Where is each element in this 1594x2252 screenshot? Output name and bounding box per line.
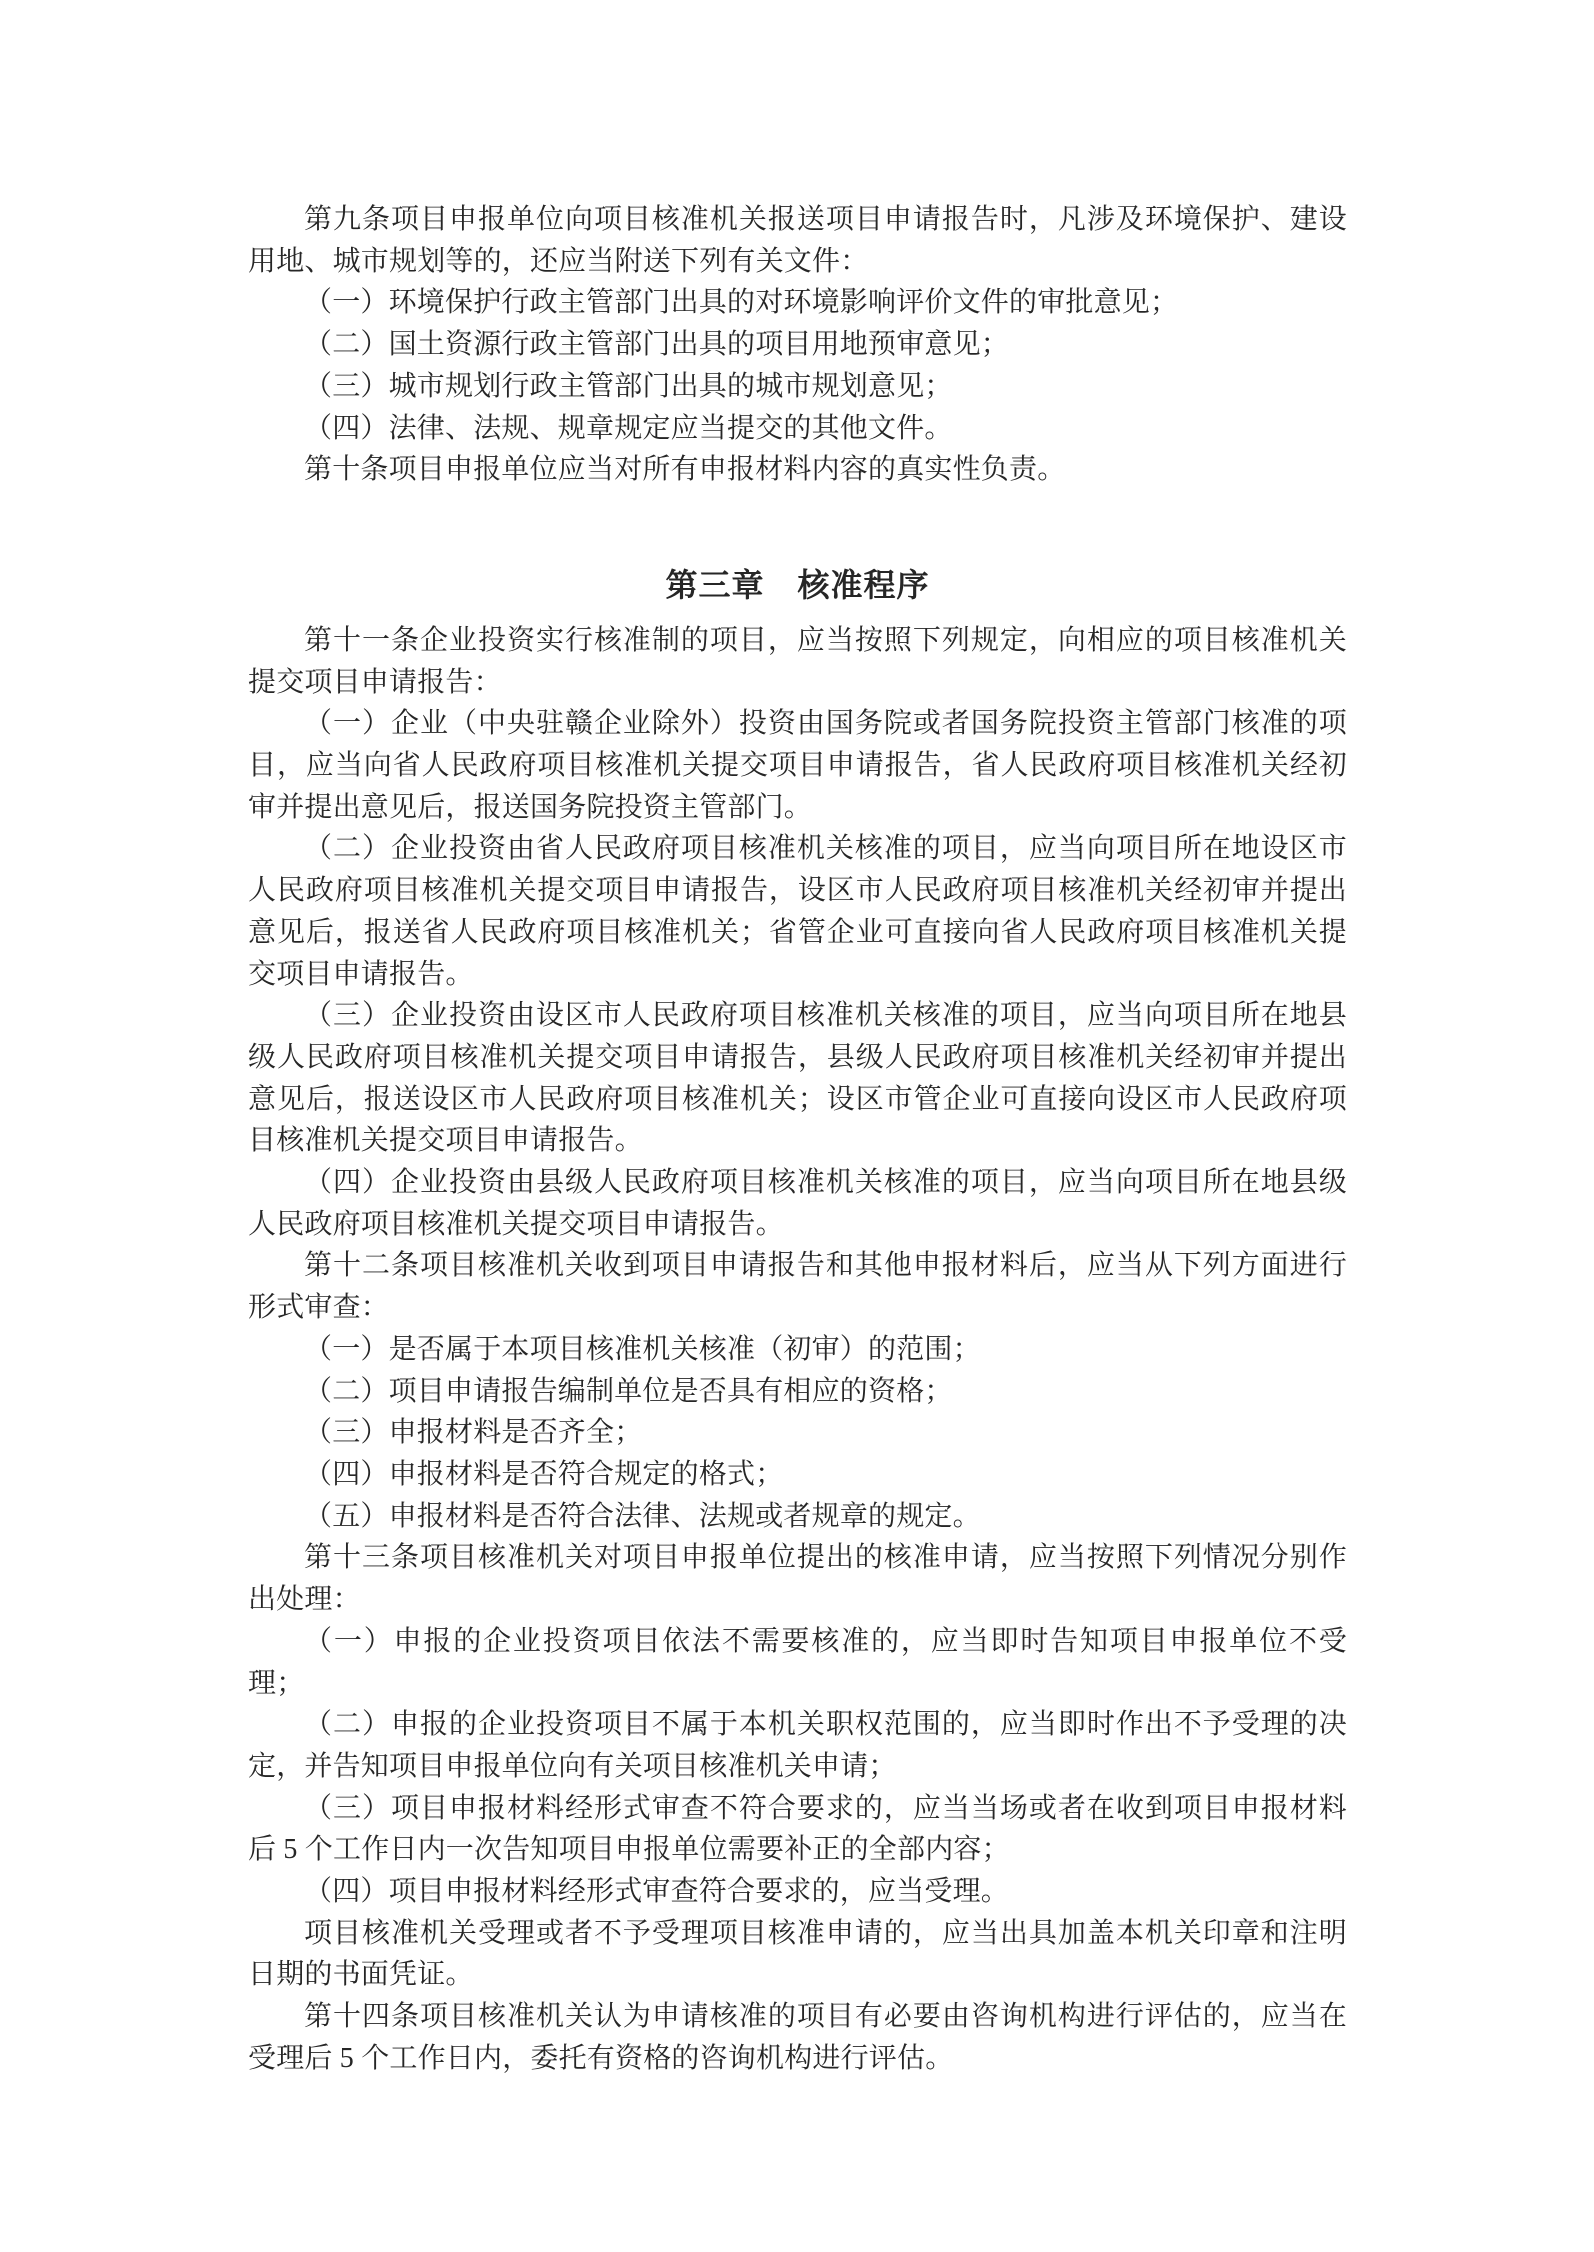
- paragraph: （五）申报材料是否符合法律、法规或者规章的规定。: [304, 1500, 981, 1532]
- paragraph: （二）企业投资由省人民政府项目核准机关核准的项目，应当向项目所在地设区市人民政府项目核准机关提交项目申请报告，设区市人民政府项目核准机关经初审并提出意见后，报送省人民政府项目核准机关；省管企业可直接向省人民政府项目核准机关提交项目申请报告。: [248, 833, 1347, 990]
- paragraph: （一）申报的企业投资项目依法不需要核准的，应当即时告知项目申报单位不受理；: [248, 1625, 1347, 1699]
- paragraph: 第十二条项目核准机关收到项目申请报告和其他申报材料后，应当从下列方面进行形式审查：: [248, 1250, 1347, 1324]
- paragraph: （三）申报材料是否齐全；: [304, 1417, 643, 1449]
- chapter-heading: 第三章 核准程序: [665, 566, 930, 603]
- paragraph: 第十四条项目核准机关认为申请核准的项目有必要由咨询机构进行评估的，应当在受理后 5 个工作日内，委托有资格的咨询机构进行评估。: [248, 2001, 1347, 2074]
- paragraph: （四）项目申报材料经形式审查符合要求的，应当受理。: [304, 1876, 1010, 1908]
- paragraph: （三）企业投资由设区市人民政府项目核准机关核准的项目，应当向项目所在地县级人民政府项目核准机关提交项目申请报告，县级人民政府项目核准机关经初审并提出意见后，报送设区市人民政府项目核准机关；设区市管企业可直接向设区市人民政府项目核准机关提交项目申请报告。: [248, 1000, 1347, 1157]
- paragraph: 第十三条项目核准机关对项目申报单位提出的核准申请，应当按照下列情况分别作出处理：: [248, 1542, 1347, 1616]
- paragraph: （一）企业（中央驻赣企业除外）投资由国务院或者国务院投资主管部门核准的项目，应当向省人民政府项目核准机关提交项目申请报告，省人民政府项目核准机关经初审并提出意见后，报送国务院投资主管部门。: [248, 708, 1347, 823]
- paragraph: （二）申报的企业投资项目不属于本机关职权范围的，应当即时作出不予受理的决定，并告知项目申报单位向有关项目核准机关申请；: [248, 1709, 1347, 1782]
- paragraph: （二）国土资源行政主管部门出具的项目用地预审意见；: [304, 329, 1010, 361]
- paragraph: 第九条项目申报单位向项目核准机关报送项目申请报告时，凡涉及环境保护、建设用地、城市规划等的，还应当附送下列有关文件：: [248, 204, 1347, 277]
- paragraph: （四）法律、法规、规章规定应当提交的其他文件。: [304, 412, 953, 444]
- paragraph: （三）城市规划行政主管部门出具的城市规划意见；: [304, 370, 953, 402]
- paragraph: （一）是否属于本项目核准机关核准（初审）的范围；: [304, 1333, 981, 1365]
- paragraph: （一）环境保护行政主管部门出具的对环境影响评价文件的审批意见；: [304, 287, 1179, 319]
- document-body: [248, 199, 1347, 2080]
- paragraph: 项目核准机关受理或者不予受理项目核准申请的，应当出具加盖本机关印章和注明日期的书面凭证。: [248, 1917, 1347, 1991]
- paragraph: （二）项目申请报告编制单位是否具有相应的资格；: [304, 1375, 953, 1407]
- paragraph: 第十条项目申报单位应当对所有申报材料内容的真实性负责。: [304, 454, 1066, 486]
- paragraph: （三）项目申报材料经形式审查不符合要求的，应当当场或者在收到项目申报材料后 5 个工作日内一次告知项目申报单位需要补正的全部内容；: [248, 1792, 1347, 1866]
- paragraph: （四）企业投资由县级人民政府项目核准机关核准的项目，应当向项目所在地县级人民政府项目核准机关提交项目申请报告。: [248, 1167, 1347, 1240]
- paragraph: 第十一条企业投资实行核准制的项目，应当按照下列规定，向相应的项目核准机关提交项目申请报告：: [248, 624, 1347, 698]
- paragraph: （四）申报材料是否符合规定的格式；: [304, 1458, 784, 1490]
